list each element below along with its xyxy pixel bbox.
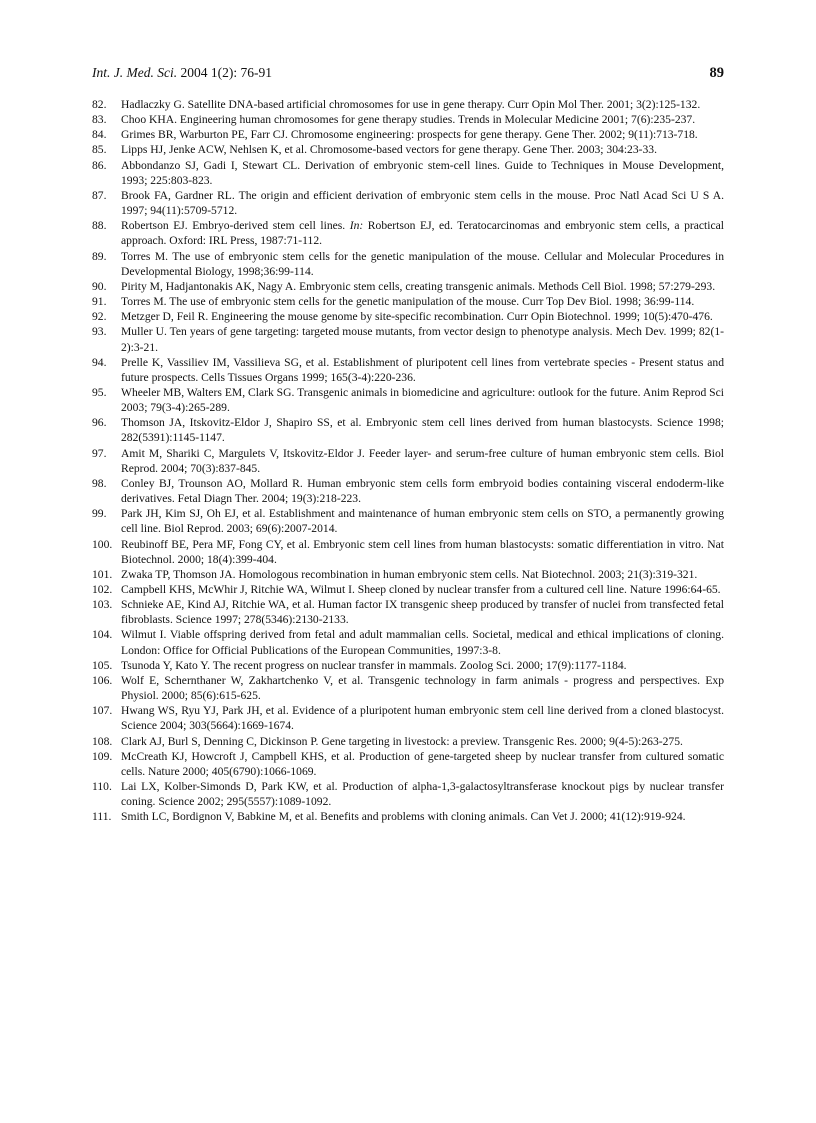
reference-number: 82. — [92, 98, 107, 111]
reference-number: 99. — [92, 507, 107, 521]
reference-item — [92, 749, 724, 779]
reference-number: 83. — [92, 113, 107, 127]
reference-item — [92, 582, 724, 597]
reference-number: 88. — [92, 219, 107, 233]
reference-number: 102. — [92, 583, 113, 596]
reference-text: Torres M. The use of embryonic stem cells for the genetic manipulation of the mouse. Cellular and Molecular Procedures in Developmental Biology, 1998;36:99-114. — [121, 249, 724, 278]
reference-text: Choo KHA. Engineering human chromosomes for gene therapy studies. Trends in Molecular Medicine 2001; 7(6):235-237. — [121, 113, 696, 127]
reference-item — [92, 476, 724, 506]
reference-number: 94. — [92, 355, 107, 369]
reference-text: Wolf E, Schernthaner W, Zakhartchenko V, et al. Transgenic technology in farm animals - progress and perspectives. Exp Physiol. 2000; 85(6):615-625. — [121, 673, 724, 703]
reference-item — [92, 355, 724, 385]
reference-item — [92, 537, 724, 567]
reference-item — [92, 627, 724, 657]
reference-text: Smith LC, Bordignon V, Babkine M, et al. Benefits and problems with cloning animals. Can Vet J. 2000; 41(12):919-924. — [121, 810, 686, 824]
reference-number: 109. — [92, 749, 113, 763]
reference-number: 101. — [92, 567, 113, 581]
running-head — [92, 65, 724, 85]
reference-number: 85. — [92, 143, 107, 157]
reference-text-italic: In: — [349, 219, 364, 233]
reference-text: Park JH, Kim SJ, Oh EJ, et al. Establishment and maintenance of human embryonic stem cells on STO, a permanently growing cell line. Biol Reprod. 2003; 69(6):2007-2014. — [121, 507, 724, 536]
reference-item — [92, 309, 724, 324]
reference-number: 103. — [92, 598, 113, 612]
reference-number: 105. — [92, 658, 113, 672]
reference-number: 110. — [92, 780, 112, 794]
reference-text: Tsunoda Y, Kato Y. The recent progress on nuclear transfer in mammals. Zoolog Sci. 2000; 17(9):1177-1184. — [121, 658, 627, 672]
reference-number: 107. — [92, 704, 113, 718]
reference-number: 92. — [92, 310, 107, 324]
reference-item — [92, 218, 724, 248]
journal-name: Int. J. Med. Sci. — [92, 65, 178, 80]
reference-text: Schnieke AE, Kind AJ, Ritchie WA, et al. Human factor IX transgenic sheep produced by transfer of nuclei from transfected fetal fibroblasts. Science 1997; 278(5346):2130-2133. — [121, 598, 724, 627]
reference-number: 93. — [92, 325, 107, 339]
reference-item — [92, 294, 724, 309]
reference-number: 111. — [92, 810, 112, 824]
reference-item — [92, 658, 724, 673]
reference-number: 84. — [92, 128, 107, 142]
reference-number: 104. — [92, 628, 113, 642]
reference-item — [92, 324, 724, 354]
reference-item — [92, 385, 724, 415]
reference-text: Campbell KHS, McWhir J, Ritchie WA, Wilmut I. Sheep cloned by nuclear transfer from a cultured cell line. Nature 1996:64-65. — [121, 583, 721, 596]
reference-item — [92, 673, 724, 703]
reference-text: Pirity M, Hadjantonakis AK, Nagy A. Embryonic stem cells, creating transgenic animals. Methods Cell Biol. 1998; 57:279-293. — [121, 279, 716, 293]
page-number: 89 — [709, 65, 724, 81]
reference-text: McCreath KJ, Howcroft J, Campbell KHS, et al. Production of gene-targeted sheep by nuclear transfer from cultured somatic cells. Nature 2000; 405(6790):1066-1069. — [121, 749, 724, 778]
reference-text: Lai LX, Kolber-Simonds D, Park KW, et al. Production of alpha-1,3-galactosyltransferase knockout pigs by nuclear transfer coning. Science 2002; 295(5557):1089-1092. — [121, 780, 724, 809]
reference-text: Metzger D, Feil R. Engineering the mouse genome by site-specific recombination. Curr Opin Biotechnol. 1999; 10(5):470-476. — [121, 310, 713, 324]
reference-text: Conley BJ, Trounson AO, Mollard R. Human embryonic stem cells form embryoid bodies containing visceral endoderm-like derivatives. Fetal Diagn Ther. 2004; 19(3):218-223. — [121, 476, 724, 506]
reference-text: Thomson JA, Itskovitz-Eldor J, Shapiro SS, et al. Embryonic stem cell lines derived from human blastocysts. Science 1998; 282(5391):1145-1147. — [121, 416, 724, 445]
reference-item — [92, 703, 724, 733]
reference-text: Brook FA, Gardner RL. The origin and efficient derivation of embryonic stem cells in the mouse. Proc Natl Acad Sci U S A. 1997; 94(11):5709-5712. — [121, 188, 724, 218]
reference-text: Hadlaczky G. Satellite DNA-based artificial chromosomes for use in gene therapy. Curr Opin Mol Ther. 2001; 3(2):125-132. — [121, 98, 701, 111]
reference-number: 95. — [92, 385, 107, 399]
reference-number: 96. — [92, 416, 107, 430]
reference-text: Muller U. Ten years of gene targeting: targeted mouse mutants, from vector design to phenotype analysis. Mech Dev. 1999; 82(1-2):3-21. — [121, 325, 724, 354]
reference-number: 90. — [92, 279, 107, 293]
reference-text: Torres M. The use of embryonic stem cells for the genetic manipulation of the mouse. Curr Top Dev Biol. 1998; 36:99-114. — [121, 295, 695, 309]
reference-item — [92, 112, 724, 127]
reference-text: Wilmut I. Viable offspring derived from fetal and adult mammalian cells. Societal, medical and ethical implications of cloning. London: Office for Official Publications of the European Communities, 1997:3-8. — [121, 628, 724, 657]
reference-text: Wheeler MB, Walters EM, Clark SG. Transgenic animals in biomedicine and agriculture: outlook for the future. Anim Reprod Sci 2003; 79(3-4):265-289. — [121, 385, 724, 415]
reference-number: 87. — [92, 188, 107, 202]
reference-item — [92, 415, 724, 445]
reference-text: Abbondanzo SJ, Gadi I, Stewart CL. Derivation of embryonic stem-cell lines. Guide to Techniques in Mouse Development, 1993; 225:803-823. — [121, 158, 724, 187]
reference-item — [92, 597, 724, 627]
reference-item — [92, 809, 724, 824]
reference-item — [92, 779, 724, 809]
reference-number: 108. — [92, 734, 113, 748]
reference-item — [92, 734, 724, 749]
reference-number: 91. — [92, 295, 107, 309]
journal-details: 2004 1(2): 76-91 — [180, 65, 272, 80]
reference-number: 106. — [92, 673, 113, 687]
journal-citation — [92, 65, 272, 81]
reference-text: Lipps HJ, Jenke ACW, Nehlsen K, et al. Chromosome-based vectors for gene therapy. Gene Ther. 2003; 304:23-33. — [121, 143, 657, 157]
reference-number: 89. — [92, 249, 107, 263]
reference-item — [92, 188, 724, 218]
reference-item — [92, 279, 724, 294]
reference-text — [121, 219, 724, 247]
reference-text: Clark AJ, Burl S, Denning C, Dickinson P. Gene targeting in livestock: a preview. Transgenic Res. 2000; 9(4-5):263-275. — [121, 734, 683, 748]
reference-text: Zwaka TP, Thomson JA. Homologous recombination in human embryonic stem cells. Nat Biotechnol. 2003; 21(3):319-321. — [121, 567, 698, 581]
reference-text-part: Robertson EJ. Embryo-derived stem cell lines. — [121, 219, 350, 233]
reference-item — [92, 158, 724, 188]
reference-number: 86. — [92, 158, 107, 172]
reference-item — [92, 446, 724, 476]
reference-number: 97. — [92, 446, 107, 460]
reference-item — [92, 127, 724, 142]
reference-text: Hwang WS, Ryu YJ, Park JH, et al. Evidence of a pluripotent human embryonic stem cell line derived from a cloned blastocyst. Science 2004; 303(5664):1669-1674. — [121, 704, 724, 733]
reference-item — [92, 97, 724, 112]
reference-text: Reubinoff BE, Pera MF, Fong CY, et al. Embryonic stem cell lines from human blastocysts: somatic differentiation in vitro. Nat Biotechnol. 2000; 18(4):399-404. — [121, 537, 724, 566]
reference-item — [92, 249, 724, 279]
reference-number: 98. — [92, 476, 107, 490]
reference-item — [92, 506, 724, 536]
reference-number: 100. — [92, 537, 113, 551]
reference-text: Amit M, Shariki C, Margulets V, Itskovitz-Eldor J. Feeder layer- and serum-free culture of human embryonic stem cells. Biol Reprod. 2004; 70(3):837-845. — [121, 446, 724, 475]
reference-text-part: Robertson EJ, ed. Teratocarcinomas and embryonic stem cells, a practical approach. Oxford: IRL Press, 1987:71-112. — [121, 219, 724, 248]
reference-item — [92, 142, 724, 157]
reference-text: Grimes BR, Warburton PE, Farr CJ. Chromosome engineering: prospects for gene therapy. Gene Ther. 2002; 9(11):713-718. — [121, 128, 698, 142]
reference-list — [92, 97, 724, 825]
reference-item — [92, 567, 724, 582]
reference-text: Prelle K, Vassiliev IM, Vassilieva SG, et al. Establishment of pluripotent cell lines from vertebrate species - Present status and future prospects. Cells Tissues Organs 1999; 165(3-4):220-236. — [121, 355, 724, 384]
